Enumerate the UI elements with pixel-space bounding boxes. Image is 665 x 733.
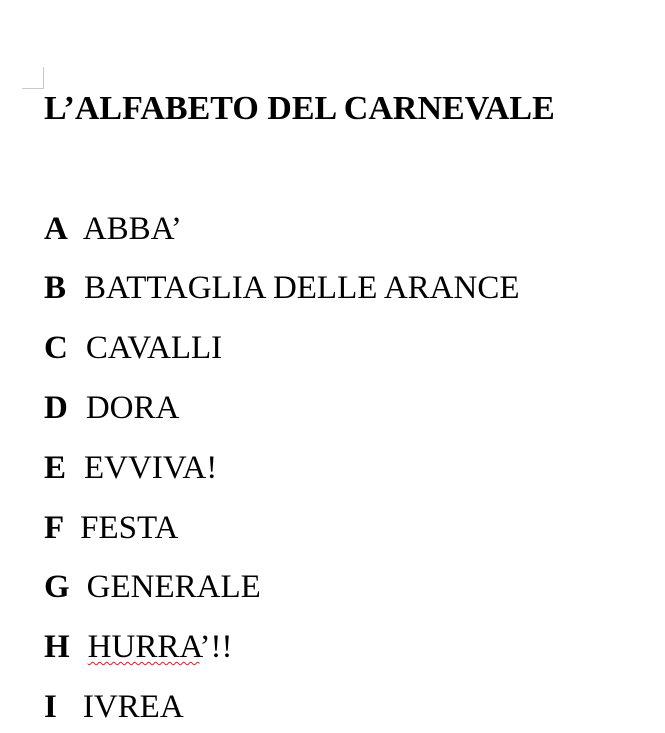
spellcheck-flagged-word[interactable]: HURRA xyxy=(87,629,200,665)
entry-letter: I xyxy=(44,689,57,725)
alphabet-entry-b[interactable] xyxy=(44,268,520,308)
alphabet-entry-f[interactable] xyxy=(44,508,178,548)
entry-letter: F xyxy=(44,510,65,546)
alphabet-entry-h[interactable] xyxy=(44,627,233,667)
entry-word: ABBA’ xyxy=(82,211,182,247)
entry-word: GENERALE xyxy=(86,569,261,605)
entry-letter: B xyxy=(44,270,67,306)
entry-word xyxy=(88,629,233,665)
entry-letter: C xyxy=(44,330,68,366)
entry-letter: E xyxy=(44,450,67,486)
corner-mark-horizontal xyxy=(22,88,44,89)
alphabet-entry-g[interactable] xyxy=(44,567,261,607)
alphabet-entry-a[interactable] xyxy=(44,209,182,249)
entry-letter: A xyxy=(44,211,68,247)
entry-letter: H xyxy=(44,629,70,665)
alphabet-entry-c[interactable] xyxy=(44,328,222,368)
entry-letter: D xyxy=(44,390,68,426)
entry-letter: G xyxy=(44,569,70,605)
entry-word: DORA xyxy=(85,390,180,426)
entry-word: CAVALLI xyxy=(85,330,223,366)
alphabet-entry-e[interactable] xyxy=(44,448,217,488)
alphabet-entry-d[interactable] xyxy=(44,388,179,428)
text-boundary-corner-mark xyxy=(22,67,44,89)
corner-mark-vertical xyxy=(43,67,44,89)
entry-word: IVREA xyxy=(82,689,184,725)
entry-word: FESTA xyxy=(80,510,179,546)
entry-word-suffix: ’!! xyxy=(199,629,233,665)
entry-word: EVVIVA! xyxy=(84,450,218,486)
alphabet-entry-i[interactable] xyxy=(44,687,184,727)
document-title[interactable]: L’ALFABETO DEL CARNEVALE xyxy=(44,90,555,127)
entry-word: BATTAGLIA DELLE ARANCE xyxy=(84,270,520,306)
